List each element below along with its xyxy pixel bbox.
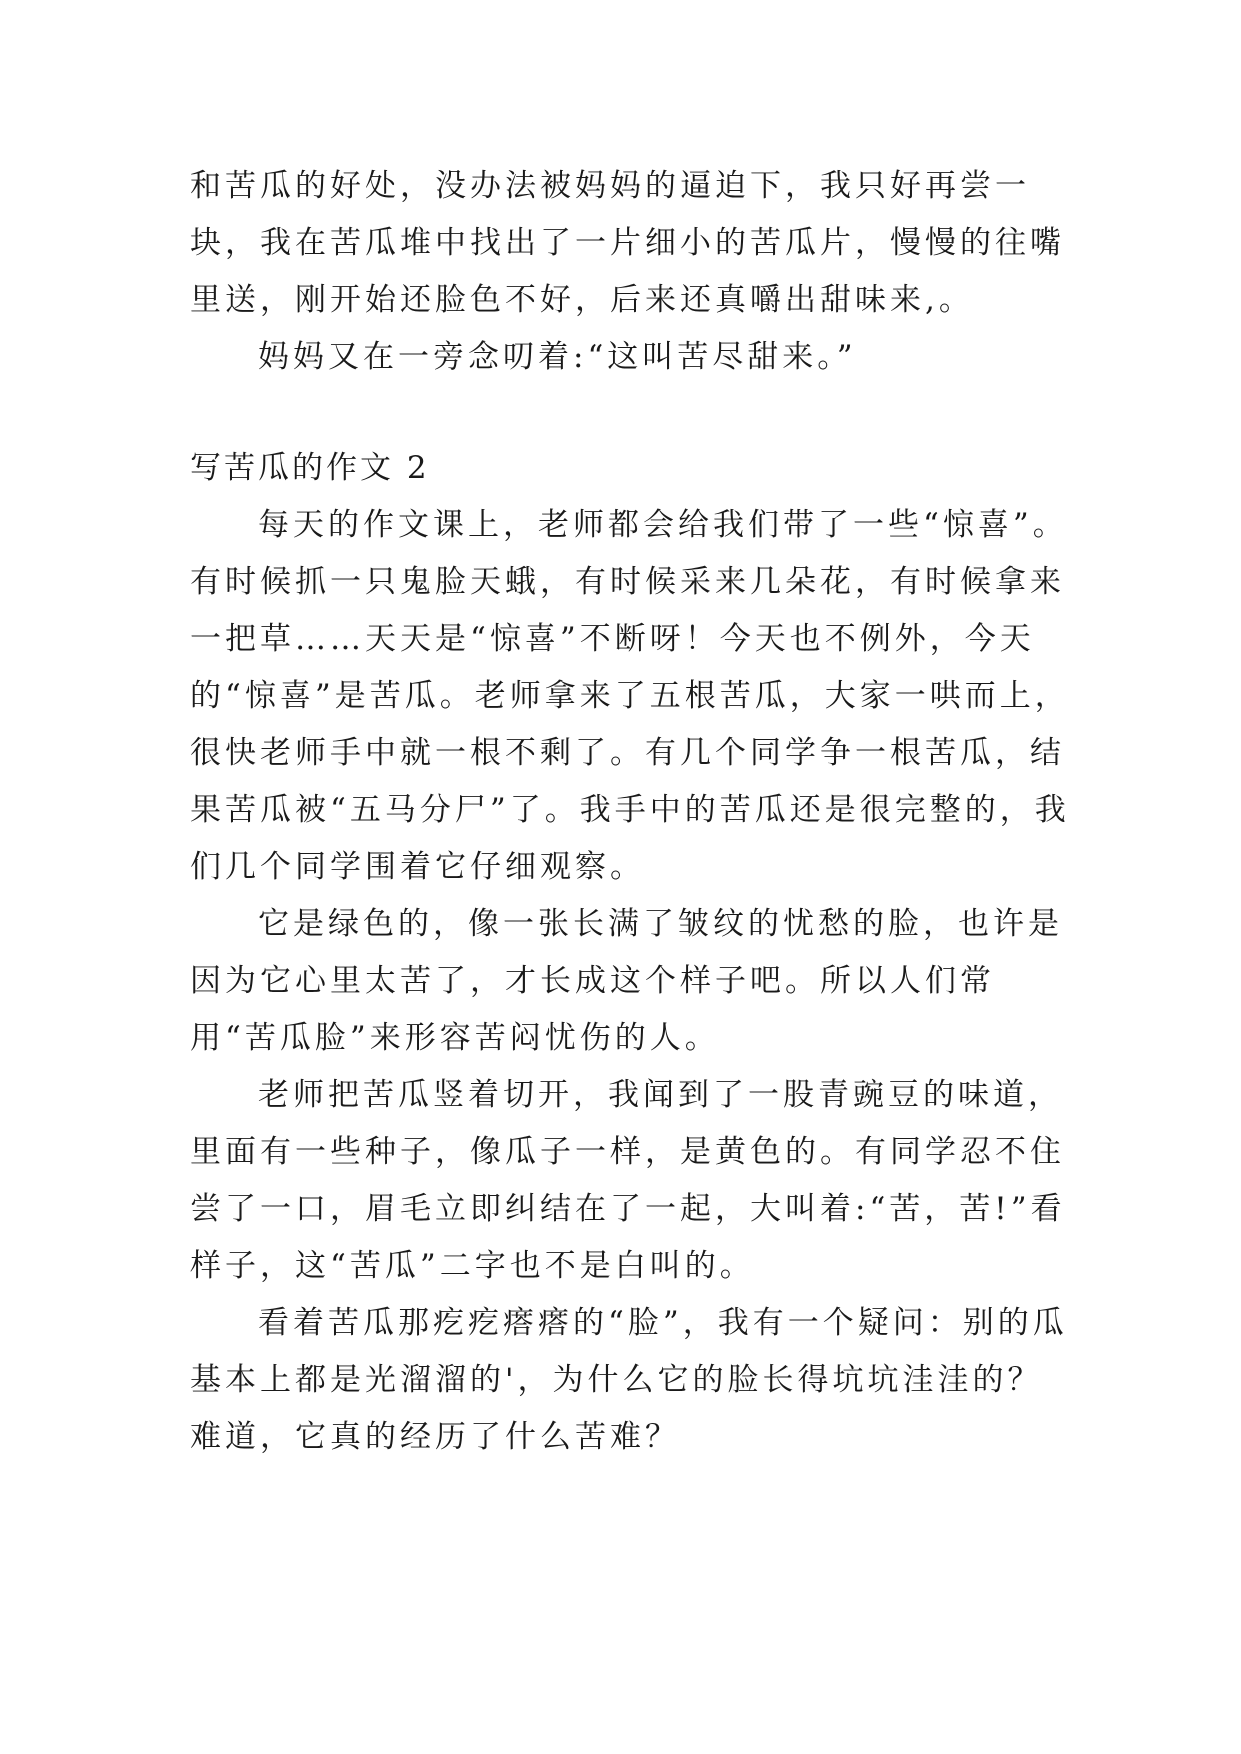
document-body bbox=[190, 158, 1070, 1466]
section-heading: 写苦瓜的作文 2 bbox=[190, 450, 430, 486]
paragraph-mother-quote: 妈妈又在一旁念叨着:“这叫苦尽甜来。” bbox=[258, 339, 857, 375]
paragraph-cutting: 老师把苦瓜竖着切开，我闻到了一股青豌豆的味道，里面有一些种子，像瓜子一样，是黄色的。有同学忍不住尝了一口，眉毛立即纠结在了一起，大叫着:“苦，苦!”看样子，这“苦瓜”二字也不是白叫的。 bbox=[190, 1077, 1066, 1284]
paragraph-continuation: 和苦瓜的好处，没办法被妈妈的逼迫下，我只好再尝一块，我在苦瓜堆中找出了一片细小的苦瓜片，慢慢的往嘴里送，刚开始还脸色不好，后来还真嚼出甜味来,。 bbox=[190, 168, 1065, 318]
paragraph-appearance: 它是绿色的，像一张长满了皱纹的忧愁的脸，也许是因为它心里太苦了，才长成这个样子吧。所以人们常用“苦瓜脸”来形容苦闷忧伤的人。 bbox=[190, 906, 1063, 1056]
section-spacer bbox=[190, 386, 1070, 440]
paragraph-question: 看着苦瓜那疙疙瘩瘩的“脸”，我有一个疑问：别的瓜基本上都是光溜溜的'，为什么它的脸长得坑坑洼洼的？难道，它真的经历了什么苦难？ bbox=[190, 1305, 1068, 1455]
paragraph-surprise: 每天的作文课上，老师都会给我们带了一些“惊喜”。有时候抓一只鬼脸天蛾，有时候采来几朵花，有时候拿来一把草……天天是“惊喜”不断呀！今天也不例外，今天的“惊喜”是苦瓜。老师拿来了五根苦瓜，大家一哄而上，很快老师手中就一根不剩了。有几个同学争一根苦瓜，结果苦瓜被“五马分尸”了。我手中的苦瓜还是很完整的，我们几个同学围着它仔细观察。 bbox=[190, 507, 1070, 885]
